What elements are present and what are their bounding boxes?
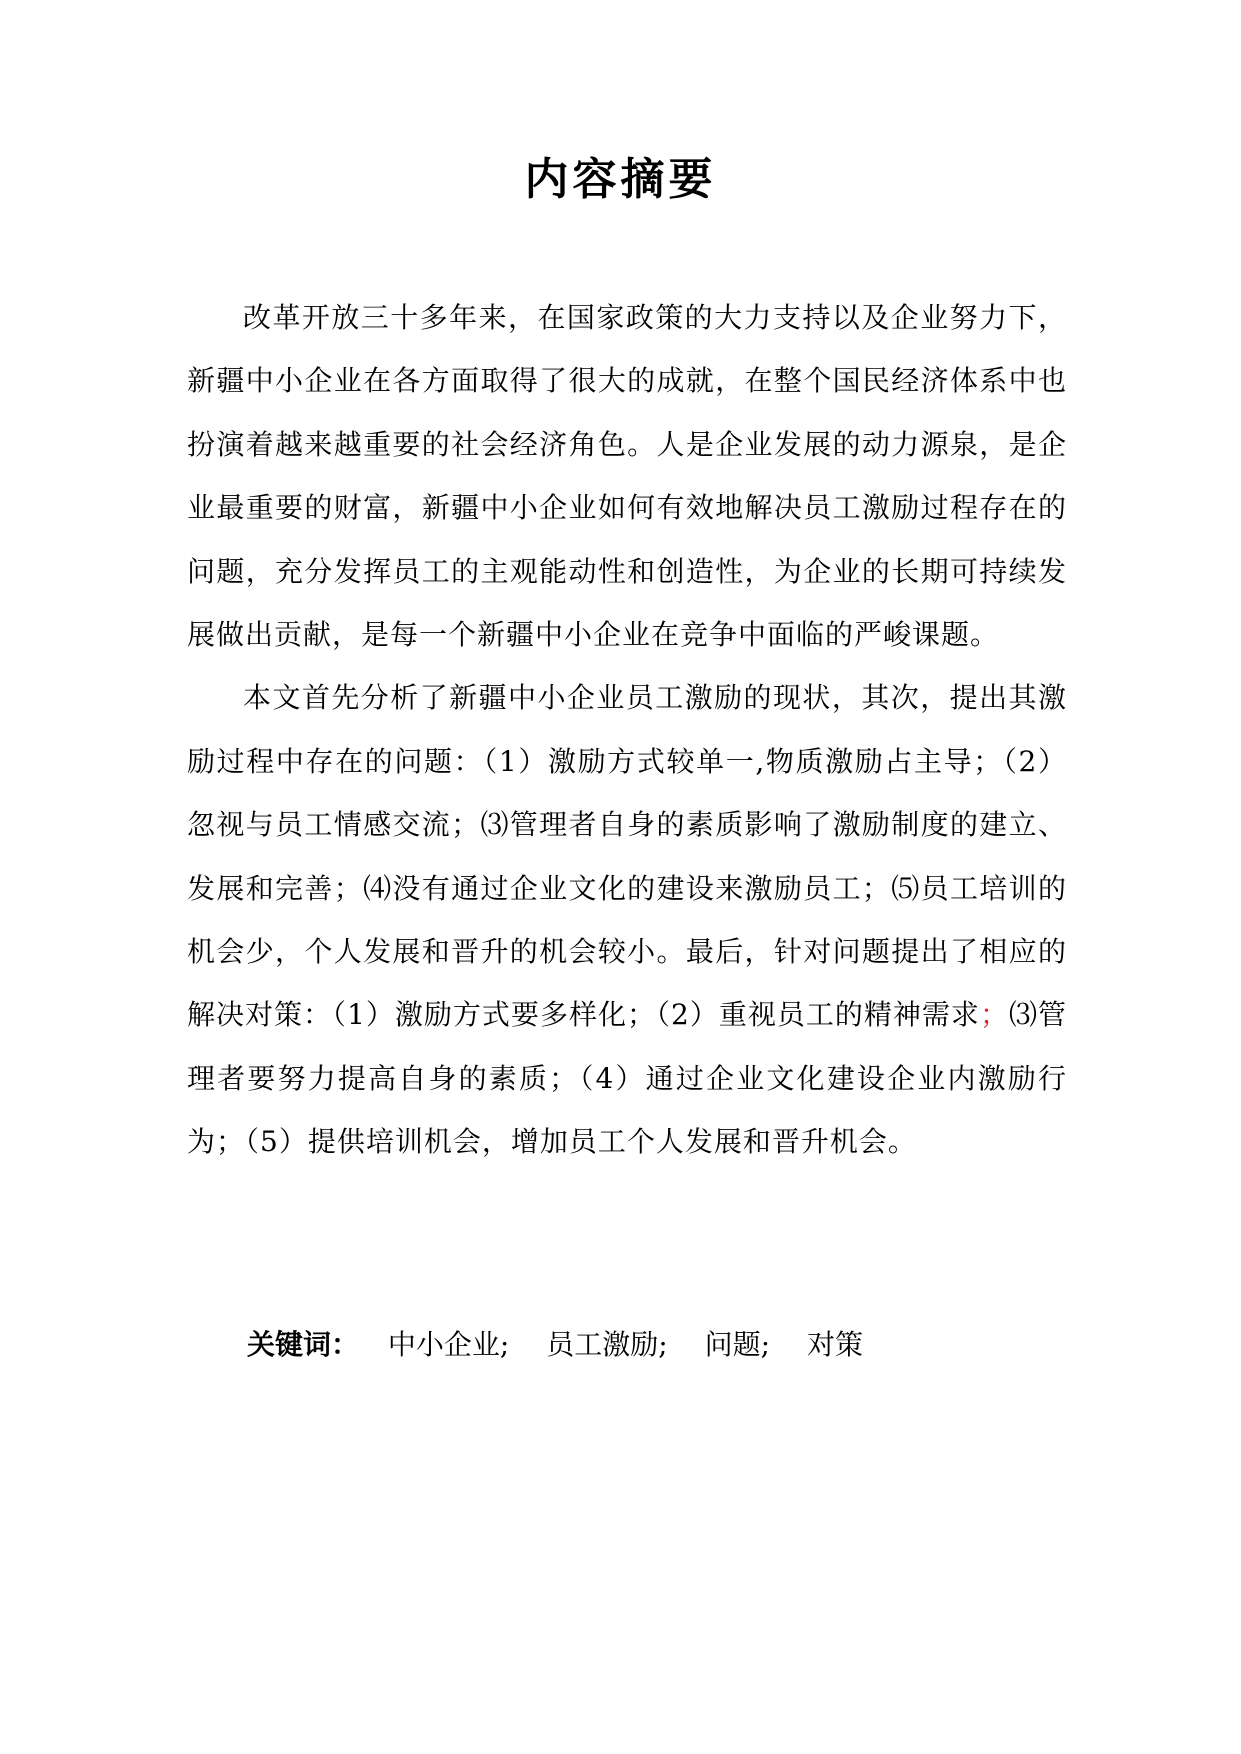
keyword-item: 员工激励;	[546, 1328, 668, 1361]
paragraph-2-continued: ⑶管理者要努力提高自身的素质；（4）通过企业文化建设企业内激励行为；（5）提供培训机会，增加员工个人发展和晋升机会。	[187, 998, 1067, 1159]
paragraph-2-text: 本文首先分析了新疆中小企业员工激励的现状，其次，提出其激励过程中存在的问题：（1）激励方式较单一,物质激励占主导；（2）忽视与员工情感交流；⑶管理者自身的素质影响了激励制度的建立、发展和完善；⑷没有通过企业文化的建设来激励员工；⑸员工培训的机会少，个人发展和晋升的机会较小。最后，针对问题提出了相应的解决对策：（1）激励方式要多样化；（2）重视员工的精神需求	[187, 681, 1067, 1032]
abstract-paragraph-1: 改革开放三十多年来，在国家政策的大力支持以及企业努力下，新疆中小企业在各方面取得了很大的成就，在整个国民经济体系中也扮演着越来越重要的社会经济角色。人是企业发展的动力源泉，是企业最重要的财富，新疆中小企业如何有效地解决员工激励过程存在的问题，充分发挥员工的主观能动性和创造性，为企业的长期可持续发展做出贡献，是每一个新疆中小企业在竞争中面临的严峻课题。	[187, 301, 1067, 652]
keyword-item: 中小企业;	[387, 1328, 510, 1361]
abstract-paragraph-2	[187, 666, 1067, 1173]
page-title: 内容摘要	[524, 154, 717, 205]
red-revision-mark: ；	[979, 998, 1009, 1032]
abstract-body	[187, 286, 1067, 1174]
keywords-line	[247, 1320, 869, 1370]
keywords-label: 关键词：	[247, 1328, 360, 1361]
keyword-item: 对策	[806, 1328, 863, 1361]
keyword-item: 问题;	[704, 1328, 771, 1361]
